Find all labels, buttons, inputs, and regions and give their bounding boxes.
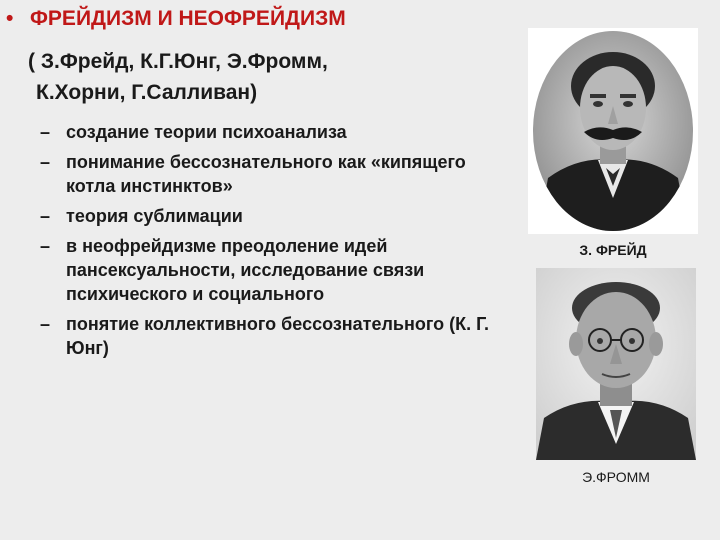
list-item-text: в неофрейдизме преодоление идей пансексуальности, исследование связи психического и социального [66, 236, 425, 304]
portrait-1-caption: З. ФРЕЙД [579, 242, 647, 258]
portrait-photo-2 [536, 268, 696, 460]
list-item [40, 150, 510, 198]
portrait-1-image [528, 28, 698, 234]
dash-marker: – [40, 152, 51, 172]
list-item-text: понятие коллективного бессознательного (К. Г. Юнг) [66, 314, 490, 358]
list-item-text: создание теории психоанализа [66, 122, 347, 142]
portrait-2-image [536, 268, 696, 460]
dash-marker: – [40, 236, 51, 256]
dash-marker: – [40, 314, 51, 334]
list-item [40, 204, 510, 228]
list-item-text: теория сублимации [66, 206, 243, 226]
dash-marker: – [40, 122, 51, 142]
bullet-marker: • [6, 7, 14, 30]
portrait-2-caption: Э.ФРОММ [582, 469, 650, 485]
authors-line-2: К.Хорни, Г.Салливан) [36, 81, 258, 104]
sub-bullet-list [40, 120, 510, 366]
dash-marker: – [40, 206, 51, 226]
list-item-text: понимание бессознательного как «кипящего котла инстинктов» [66, 152, 466, 196]
list-item [40, 234, 510, 306]
list-item [40, 120, 510, 144]
slide-title: ФРЕЙДИЗМ И НЕОФРЕЙДИЗМ [30, 7, 346, 30]
authors-line-1: ( З.Фрейд, К.Г.Юнг, Э.Фромм, [28, 50, 328, 73]
authors-list [28, 46, 498, 108]
portrait-photo-1 [528, 28, 698, 234]
list-item [40, 312, 510, 360]
